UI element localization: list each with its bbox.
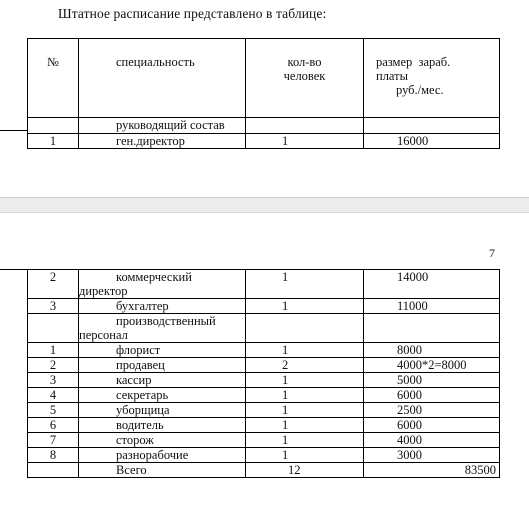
header-salary-line1: размер зараб. xyxy=(376,55,451,69)
table-row xyxy=(28,358,500,373)
row-specialty: разнорабочие xyxy=(79,448,246,463)
table-row xyxy=(28,343,500,358)
row-salary: 3000 xyxy=(364,448,500,463)
document-page-2 xyxy=(0,213,529,520)
row-specialty: ген.директор xyxy=(79,134,246,149)
row-qty: 1 xyxy=(246,448,364,463)
total-row xyxy=(28,463,500,478)
row-salary: 4000*2=8000 xyxy=(364,358,500,373)
row-qty: 1 xyxy=(246,343,364,358)
row-qty: 1 xyxy=(246,373,364,388)
row-qty: 1 xyxy=(246,270,364,299)
header-specialty: специальность xyxy=(79,39,246,118)
row-salary: 14000 xyxy=(364,270,500,299)
table-row xyxy=(28,373,500,388)
row-qty: 1 xyxy=(246,403,364,418)
table-row xyxy=(28,270,500,299)
row-qty: 2 xyxy=(246,358,364,373)
page-break-gap xyxy=(0,197,529,213)
row-salary: 4000 xyxy=(364,433,500,448)
row-num: 4 xyxy=(28,388,79,403)
row-specialty: водитель xyxy=(79,418,246,433)
row-num: 2 xyxy=(28,270,79,299)
header-qty-line2: человек xyxy=(283,69,326,83)
header-salary xyxy=(364,39,500,118)
table-header-row xyxy=(28,39,500,118)
row-qty: 1 xyxy=(246,433,364,448)
row-specialty: уборщица xyxy=(79,403,246,418)
row-specialty: флорист xyxy=(79,343,246,358)
total-label: Всего xyxy=(79,463,246,478)
table-row xyxy=(28,418,500,433)
section-row-production xyxy=(28,314,500,343)
row-num: 1 xyxy=(28,343,79,358)
total-salary: 83500 xyxy=(364,463,500,478)
row-salary: 16000 xyxy=(364,134,500,149)
row-num: 7 xyxy=(28,433,79,448)
row-specialty: кассир xyxy=(79,373,246,388)
row-salary: 11000 xyxy=(364,299,500,314)
table-row xyxy=(28,299,500,314)
row-salary: 6000 xyxy=(364,418,500,433)
row-salary: 6000 xyxy=(364,388,500,403)
row-num: 3 xyxy=(28,373,79,388)
header-qty-line1: кол-во xyxy=(287,55,322,69)
header-salary-line2: платы xyxy=(376,69,409,83)
row-qty: 1 xyxy=(246,134,364,149)
row-num: 2 xyxy=(28,358,79,373)
page-number: 7 xyxy=(489,246,495,260)
staff-table-part-1 xyxy=(27,38,500,149)
section-row-management xyxy=(28,118,500,134)
row-salary: 5000 xyxy=(364,373,500,388)
row-salary: 2500 xyxy=(364,403,500,418)
row-num: 6 xyxy=(28,418,79,433)
table-row xyxy=(28,403,500,418)
row-num: 1 xyxy=(28,134,79,149)
row-specialty: продавец xyxy=(79,358,246,373)
table-row xyxy=(28,448,500,463)
row-qty: 1 xyxy=(246,418,364,433)
header-salary-line3: руб./мес. xyxy=(396,83,444,97)
row-num: 8 xyxy=(28,448,79,463)
document-page-1 xyxy=(0,0,529,197)
row-specialty: коммерческий директор xyxy=(79,270,246,299)
row-specialty: сторож xyxy=(79,433,246,448)
header-qty xyxy=(246,39,364,118)
table-row xyxy=(28,433,500,448)
row-qty: 1 xyxy=(246,299,364,314)
table-row xyxy=(28,388,500,403)
row-qty: 1 xyxy=(246,388,364,403)
row-specialty: секретарь xyxy=(79,388,246,403)
header-num: № xyxy=(28,39,79,118)
row-num: 5 xyxy=(28,403,79,418)
row-specialty: бухгалтер xyxy=(79,299,246,314)
section-label: производственный персонал xyxy=(79,314,246,343)
intro-paragraph: Штатное расписание представлено в таблице: xyxy=(58,6,327,21)
total-qty: 12 xyxy=(246,463,364,478)
staff-table-part-2 xyxy=(27,269,500,478)
section-label: руководящий состав xyxy=(79,118,246,134)
row-num: 3 xyxy=(28,299,79,314)
table-left-rule xyxy=(0,269,27,270)
table-left-rule xyxy=(0,130,27,131)
table-row xyxy=(28,134,500,149)
row-salary: 8000 xyxy=(364,343,500,358)
